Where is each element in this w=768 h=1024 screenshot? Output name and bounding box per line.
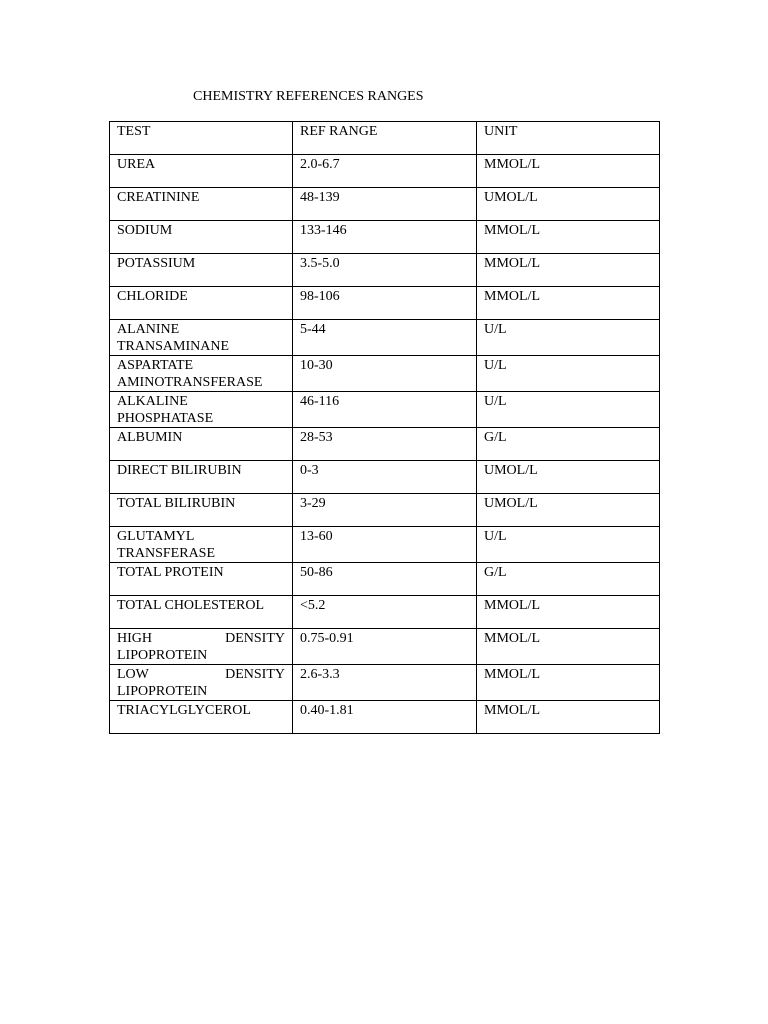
unit-cell: U/L bbox=[477, 356, 660, 392]
ref-range-cell: 0.75-0.91 bbox=[293, 629, 477, 665]
table-row bbox=[110, 494, 660, 527]
test-name-cell: LOW DENSITY LIPOPROTEIN bbox=[110, 665, 293, 701]
ref-range-cell: 2.0-6.7 bbox=[293, 155, 477, 188]
table-row bbox=[110, 188, 660, 221]
header-ref-range: REF RANGE bbox=[293, 122, 477, 155]
test-name-cell: ALBUMIN bbox=[110, 428, 293, 461]
test-name-cell: ALKALINE PHOSPHATASE bbox=[110, 392, 293, 428]
table-body bbox=[110, 122, 660, 734]
table-row bbox=[110, 287, 660, 320]
ref-range-cell: 2.6-3.3 bbox=[293, 665, 477, 701]
unit-cell: MMOL/L bbox=[477, 155, 660, 188]
test-name-cell: UREA bbox=[110, 155, 293, 188]
ref-range-cell: 3-29 bbox=[293, 494, 477, 527]
unit-cell: G/L bbox=[477, 428, 660, 461]
table-row bbox=[110, 320, 660, 356]
table-row bbox=[110, 254, 660, 287]
unit-cell: U/L bbox=[477, 392, 660, 428]
ref-range-cell: 133-146 bbox=[293, 221, 477, 254]
table-row bbox=[110, 461, 660, 494]
table-row bbox=[110, 701, 660, 734]
unit-cell: G/L bbox=[477, 563, 660, 596]
test-name-cell: TOTAL CHOLESTEROL bbox=[110, 596, 293, 629]
test-name-cell: POTASSIUM bbox=[110, 254, 293, 287]
table-row bbox=[110, 221, 660, 254]
ref-range-cell: 28-53 bbox=[293, 428, 477, 461]
unit-cell: UMOL/L bbox=[477, 461, 660, 494]
unit-cell: MMOL/L bbox=[477, 701, 660, 734]
unit-cell: MMOL/L bbox=[477, 254, 660, 287]
table-row bbox=[110, 629, 660, 665]
table-row bbox=[110, 563, 660, 596]
ref-range-cell: 13-60 bbox=[293, 527, 477, 563]
ref-range-cell: 46-116 bbox=[293, 392, 477, 428]
table-row bbox=[110, 596, 660, 629]
test-name-cell: DIRECT BILIRUBIN bbox=[110, 461, 293, 494]
test-name-cell: TOTAL PROTEIN bbox=[110, 563, 293, 596]
ref-range-cell: 50-86 bbox=[293, 563, 477, 596]
test-name-cell: CHLORIDE bbox=[110, 287, 293, 320]
ref-range-cell: <5.2 bbox=[293, 596, 477, 629]
table-row bbox=[110, 356, 660, 392]
table-row bbox=[110, 527, 660, 563]
test-name-cell: SODIUM bbox=[110, 221, 293, 254]
unit-cell: MMOL/L bbox=[477, 287, 660, 320]
unit-cell: UMOL/L bbox=[477, 494, 660, 527]
unit-cell: MMOL/L bbox=[477, 221, 660, 254]
test-name-cell: GLUTAMYL TRANSFERASE bbox=[110, 527, 293, 563]
ref-range-cell: 5-44 bbox=[293, 320, 477, 356]
test-name-cell: ASPARTATE AMINOTRANSFERASE bbox=[110, 356, 293, 392]
header-test: TEST bbox=[110, 122, 293, 155]
table-row bbox=[110, 155, 660, 188]
ref-range-cell: 0.40-1.81 bbox=[293, 701, 477, 734]
ref-range-cell: 3.5-5.0 bbox=[293, 254, 477, 287]
page-title: CHEMISTRY REFERENCES RANGES bbox=[193, 89, 424, 104]
table-row bbox=[110, 665, 660, 701]
test-name-cell: CREATININE bbox=[110, 188, 293, 221]
test-name-cell: HIGH DENSITY LIPOPROTEIN bbox=[110, 629, 293, 665]
unit-cell: UMOL/L bbox=[477, 188, 660, 221]
unit-cell: MMOL/L bbox=[477, 596, 660, 629]
ref-range-cell: 10-30 bbox=[293, 356, 477, 392]
unit-cell: U/L bbox=[477, 527, 660, 563]
test-name-cell: ALANINE TRANSAMINANE bbox=[110, 320, 293, 356]
test-name-cell: TRIACYLGLYCEROL bbox=[110, 701, 293, 734]
table-row bbox=[110, 392, 660, 428]
ref-range-cell: 48-139 bbox=[293, 188, 477, 221]
ref-range-cell: 98-106 bbox=[293, 287, 477, 320]
header-unit: UNIT bbox=[477, 122, 660, 155]
unit-cell: MMOL/L bbox=[477, 629, 660, 665]
table-row bbox=[110, 428, 660, 461]
test-name-cell: TOTAL BILIRUBIN bbox=[110, 494, 293, 527]
unit-cell: MMOL/L bbox=[477, 665, 660, 701]
table-header-row bbox=[110, 122, 660, 155]
reference-ranges-table bbox=[109, 121, 660, 734]
unit-cell: U/L bbox=[477, 320, 660, 356]
ref-range-cell: 0-3 bbox=[293, 461, 477, 494]
